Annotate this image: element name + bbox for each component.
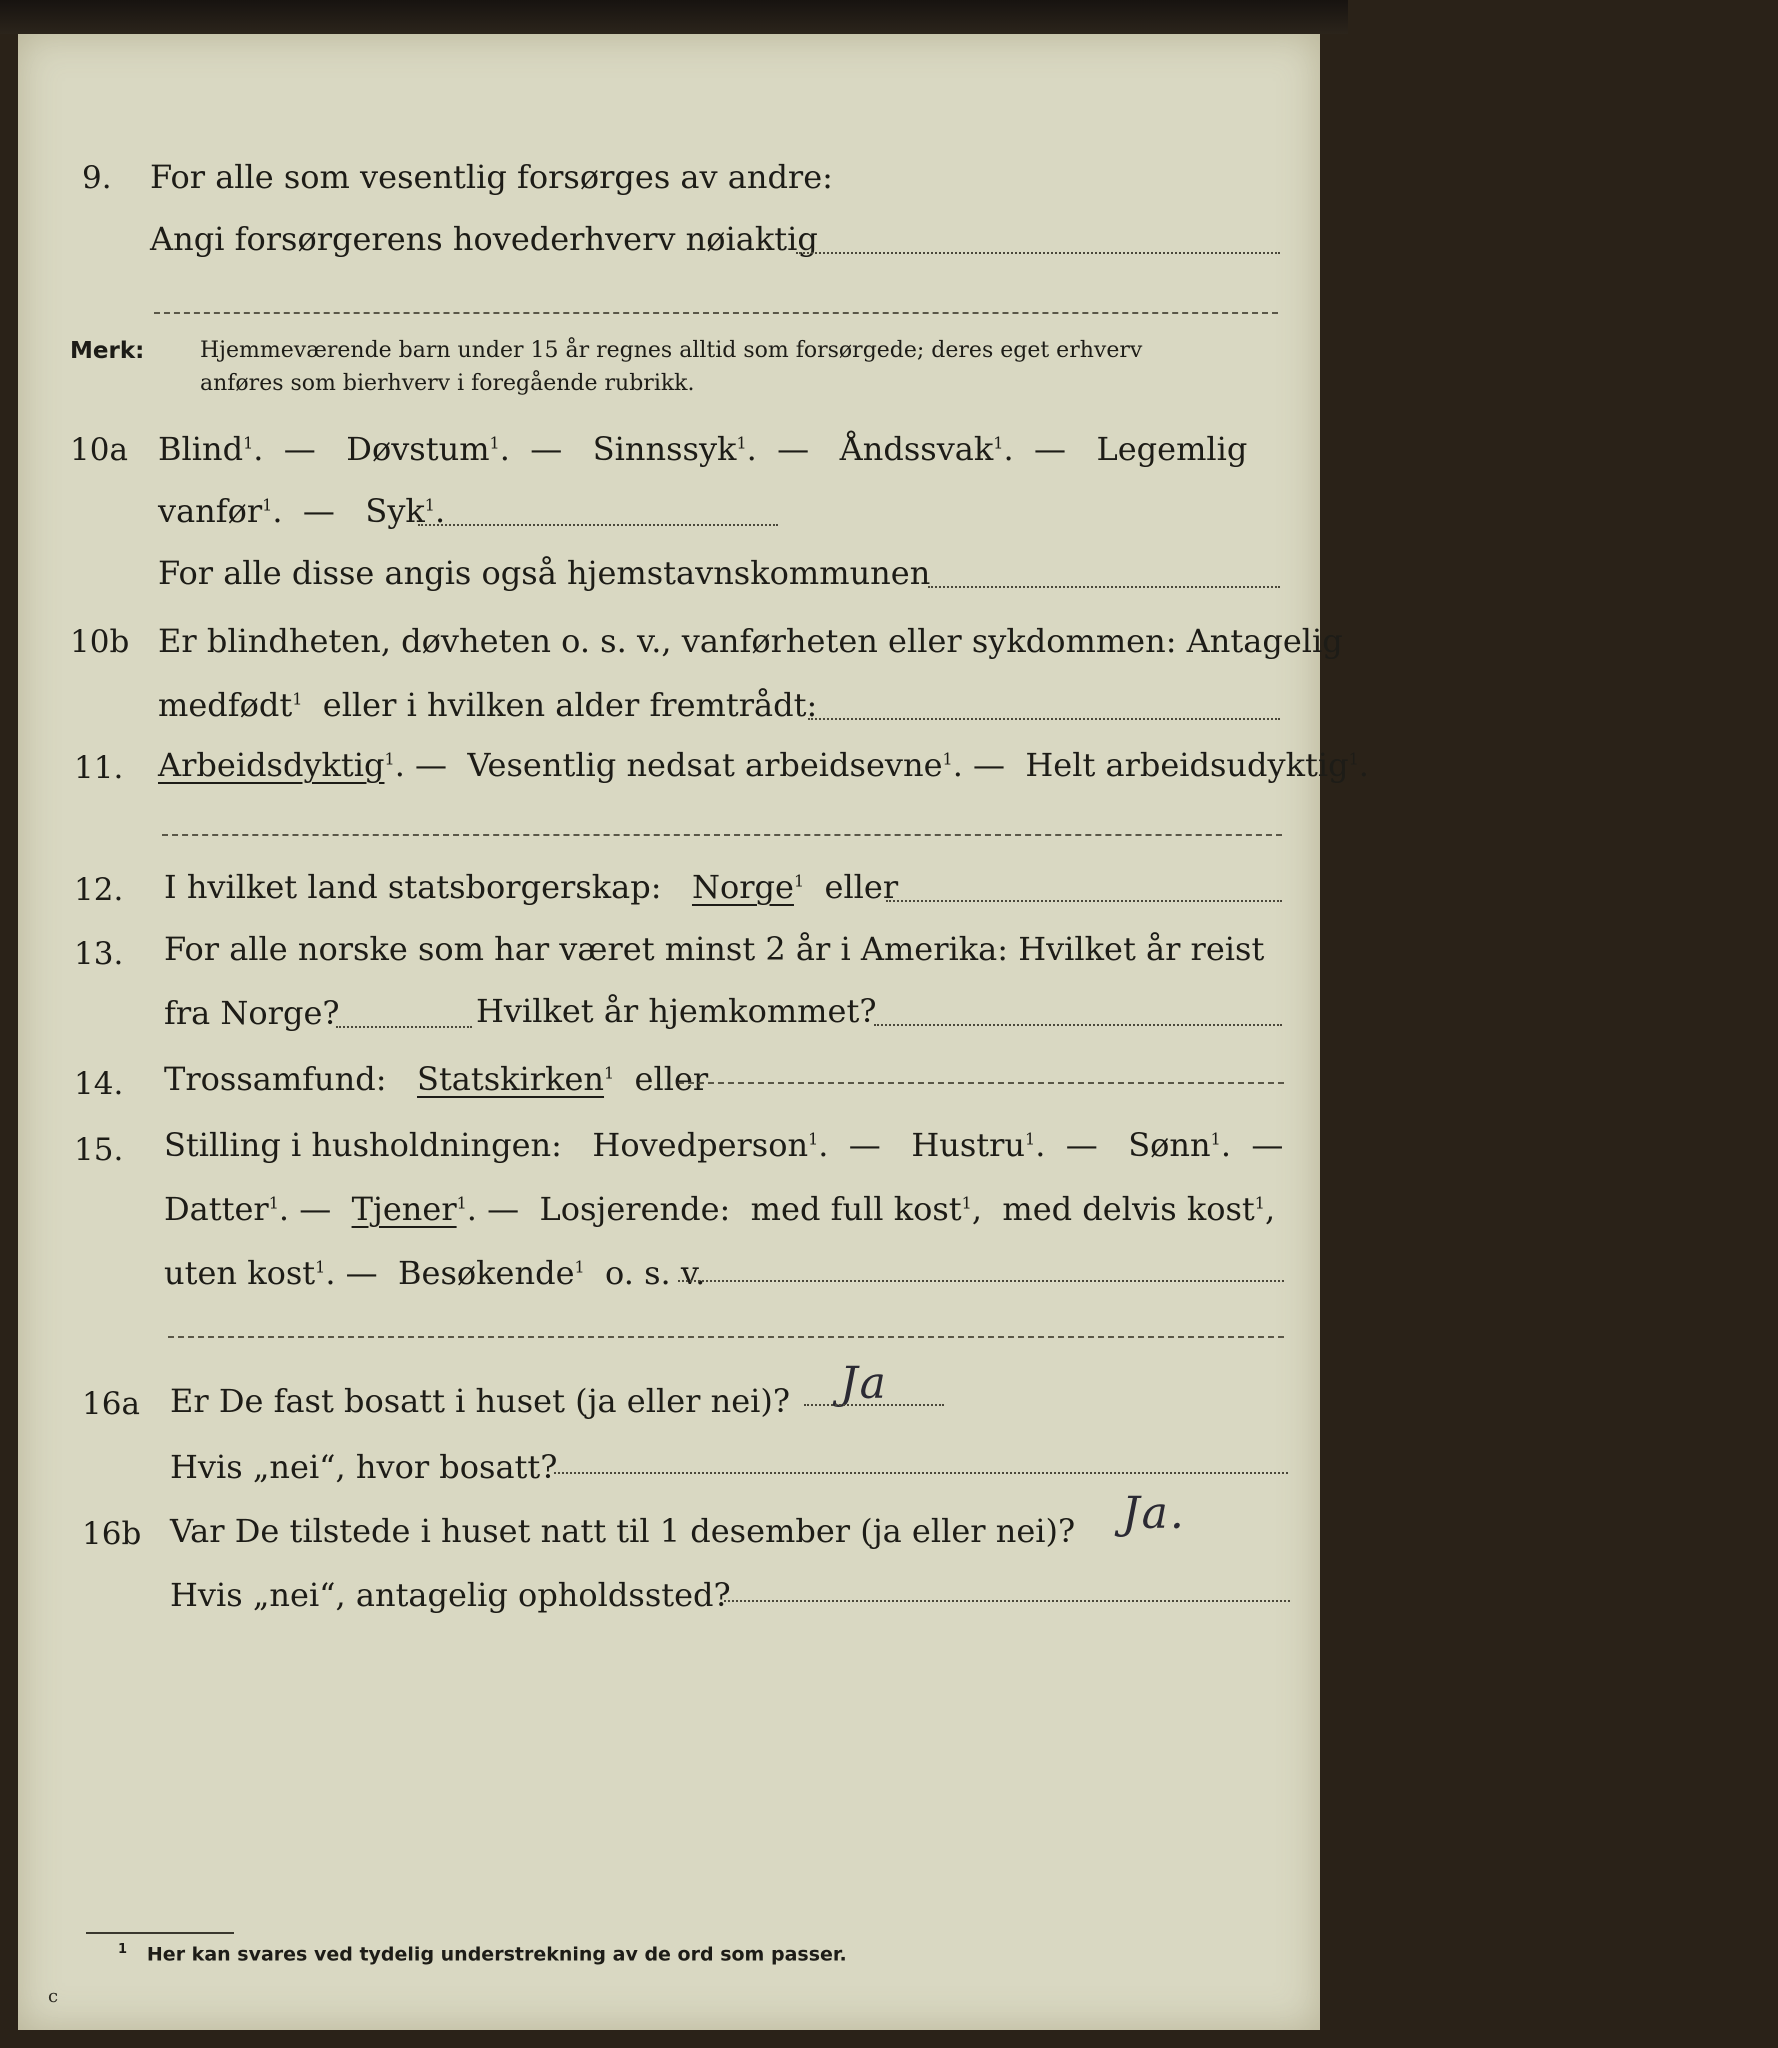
q16b-handwritten-answer: Ja. bbox=[1122, 1488, 1186, 1539]
merk-note bbox=[200, 334, 1142, 400]
opt-blind[interactable]: Blind bbox=[158, 430, 244, 468]
q15-number: 15. bbox=[74, 1132, 124, 1168]
q11-answer-line[interactable] bbox=[162, 834, 1282, 836]
q15-answer-line[interactable] bbox=[678, 1280, 1284, 1282]
q16b-number: 16b bbox=[82, 1516, 142, 1552]
q10a-line3: For alle disse angis også hjemstavnskommunen bbox=[158, 554, 931, 592]
q14-number: 14. bbox=[74, 1066, 124, 1102]
q9-answer-line2[interactable] bbox=[154, 312, 1278, 314]
q15-line3: uten kost$^1$. — Besøkende$^1$ o. s. v. bbox=[164, 1254, 706, 1292]
q11-options: Arbeidsdyktig$^1$. — Vesentlig nedsat arbeidsevne$^1$. — Helt arbeidsudyktig$^1$. bbox=[158, 746, 1369, 784]
q12-line: I hvilket land statsborgerskap: Norge$^1$ eller bbox=[164, 868, 899, 906]
opt-andssvak[interactable]: Åndssvak bbox=[839, 430, 994, 468]
merk-label: Merk: bbox=[70, 338, 145, 364]
q12-text: I hvilket land statsborgerskap: bbox=[164, 868, 662, 906]
opt-sonn[interactable]: Sønn bbox=[1128, 1126, 1211, 1164]
q13-reist-answer-line[interactable] bbox=[336, 1026, 472, 1028]
q9-line1: For alle som vesentlig forsørges av andre: bbox=[150, 158, 833, 196]
merk-line2: anføres som bierhverv i foregående rubrikk. bbox=[200, 371, 695, 396]
q10a-answer-line[interactable] bbox=[418, 524, 778, 526]
q10b-line2-rest: eller i hvilken alder fremtrådt: bbox=[322, 686, 818, 724]
q14-eller: eller bbox=[634, 1060, 709, 1098]
opt-losjerende: Losjerende: bbox=[539, 1190, 731, 1228]
q14-text: Trossamfund: bbox=[164, 1060, 387, 1098]
opt-medfodt[interactable]: medfødt bbox=[158, 686, 293, 724]
q16a-number: 16a bbox=[82, 1386, 140, 1422]
footnote bbox=[118, 1942, 847, 1965]
opt-uten-kost[interactable]: uten kost bbox=[164, 1254, 316, 1292]
q16a-bosatt-line[interactable] bbox=[554, 1472, 1288, 1474]
q16a-answer-line[interactable] bbox=[804, 1404, 944, 1406]
opt-datter[interactable]: Datter bbox=[164, 1190, 269, 1228]
q14-line: Trossamfund: Statskirken$^1$ eller bbox=[164, 1060, 709, 1098]
opt-hovedperson[interactable]: Hovedperson bbox=[592, 1126, 809, 1164]
q15-osv: o. s. v. bbox=[605, 1254, 706, 1292]
corner-mark: c bbox=[48, 1986, 59, 2007]
q16a-line2: Hvis „nei“, hvor bosatt? bbox=[170, 1448, 558, 1486]
q15-label: Stilling i husholdningen: bbox=[164, 1126, 562, 1164]
q13-number: 13. bbox=[74, 936, 124, 972]
q13-hjem-answer-line[interactable] bbox=[874, 1024, 1282, 1026]
footnote-text: Her kan svares ved tydelig understrekning av de ord som passer. bbox=[146, 1943, 847, 1966]
opt-sinnssyk[interactable]: Sinnssyk bbox=[592, 430, 737, 468]
opt-statskirken[interactable]: Statskirken bbox=[417, 1060, 605, 1098]
opt-hustru[interactable]: Hustru bbox=[911, 1126, 1026, 1164]
q12-number: 12. bbox=[74, 872, 124, 908]
q10b-answer-line[interactable] bbox=[808, 718, 1280, 720]
opt-syk[interactable]: Syk bbox=[365, 492, 425, 530]
q10a-number: 10a bbox=[70, 432, 128, 468]
q10a-line1: Blind$^1$. — Døvstum$^1$. — Sinnssyk$^1$. — Åndssvak$^1$. — Legemlig bbox=[158, 430, 1248, 468]
q13-line1: For alle norske som har været minst 2 år i Amerika: Hvilket år reist bbox=[164, 930, 1265, 968]
q10a-hjemstavn-line[interactable] bbox=[928, 586, 1280, 588]
opt-dovstum[interactable]: Døvstum bbox=[346, 430, 490, 468]
opt-besokende[interactable]: Besøkende bbox=[398, 1254, 575, 1292]
q16a-line1: Er De fast bosatt i huset (ja eller nei)? bbox=[170, 1382, 791, 1420]
q14-answer-line[interactable] bbox=[678, 1082, 1284, 1084]
q10b-line1: Er blindheten, døvheten o. s. v., vanførheten eller sykdommen: Antagelig bbox=[158, 622, 1343, 660]
q16b-line1: Var De tilstede i huset natt til 1 desember (ja eller nei)? bbox=[170, 1512, 1076, 1550]
opt-delvis-kost[interactable]: med delvis kost bbox=[1002, 1190, 1255, 1228]
q13-hjem: Hvilket år hjemkommet? bbox=[476, 992, 877, 1030]
footnote-mark: 1 bbox=[118, 1942, 128, 1957]
q9-number: 9. bbox=[82, 160, 112, 196]
opt-legemlig[interactable]: Legemlig bbox=[1096, 430, 1248, 468]
merk-line1: Hjemmeværende barn under 15 år regnes alltid som forsørgede; deres eget erhverv bbox=[200, 338, 1143, 363]
q12-answer-line[interactable] bbox=[886, 900, 1282, 902]
q16b-line2: Hvis „nei“, antagelig opholdssted? bbox=[170, 1576, 731, 1614]
census-form-page bbox=[18, 34, 1369, 2030]
opt-arbeidsdyktig[interactable]: Arbeidsdyktig bbox=[158, 746, 385, 784]
q9-line2: Angi forsørgerens hovederhverv nøiaktig bbox=[150, 220, 818, 258]
scan-top-edge bbox=[0, 0, 1348, 34]
q10a-line2: vanfør$^1$. — Syk$^1$. bbox=[158, 492, 446, 530]
q15-line2: Datter$^1$. — Tjener$^1$. — Losjerende: med full kost$^1$, med delvis kost$^1$, bbox=[164, 1190, 1276, 1228]
q16a-handwritten-answer: Ja bbox=[840, 1358, 888, 1409]
opt-udyktig[interactable]: Helt arbeidsudyktig bbox=[1025, 746, 1349, 784]
opt-nedsat[interactable]: Vesentlig nedsat arbeidsevne bbox=[467, 746, 943, 784]
q10b-number: 10b bbox=[70, 624, 130, 660]
q11-number: 11. bbox=[74, 750, 124, 786]
opt-full-kost[interactable]: med full kost bbox=[750, 1190, 962, 1228]
q13-fra: fra Norge? bbox=[164, 994, 340, 1032]
opt-vanfor[interactable]: vanfør bbox=[158, 492, 263, 530]
opt-tjener[interactable]: Tjener bbox=[351, 1190, 457, 1228]
q10b-line2: medfødt$^1$ eller i hvilken alder fremtrådt: bbox=[158, 686, 818, 724]
q16b-opholdssted-line[interactable] bbox=[724, 1600, 1290, 1602]
footnote-rule bbox=[86, 1932, 234, 1934]
q15-line1: Stilling i husholdningen: Hovedperson$^1$. — Hustru$^1$. — Sønn$^1$. — bbox=[164, 1126, 1284, 1164]
opt-norge[interactable]: Norge bbox=[691, 868, 794, 906]
q9-answer-line[interactable] bbox=[796, 252, 1280, 254]
q12-eller: eller bbox=[824, 868, 899, 906]
q15-answer-line2[interactable] bbox=[168, 1336, 1284, 1338]
